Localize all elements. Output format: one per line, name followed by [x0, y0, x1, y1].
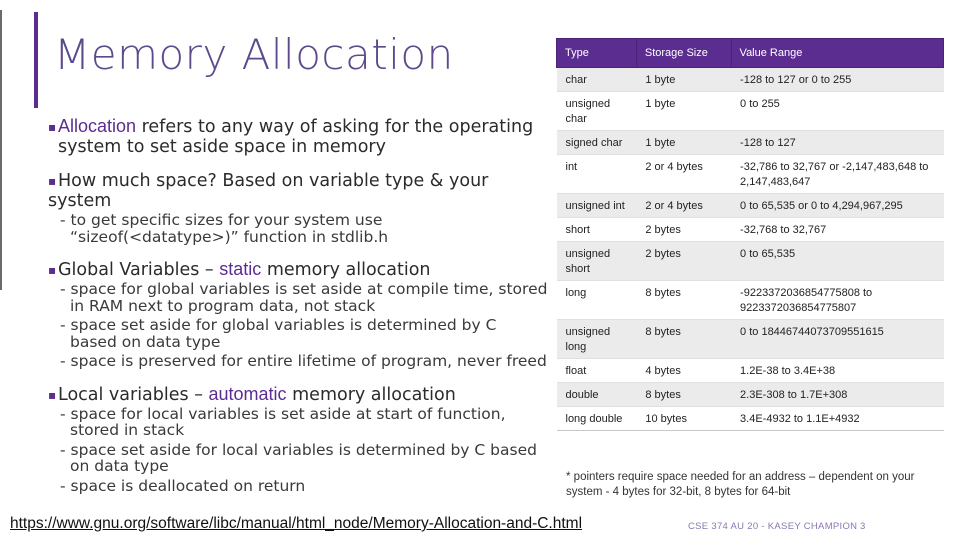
highlight-allocation: Allocation [58, 116, 137, 136]
title-accent-bar [34, 12, 38, 108]
cell-type: float [557, 359, 637, 383]
cell-type: unsigned int [557, 194, 637, 218]
course-footer: CSE 374 AU 20 - KASEY CHAMPION [688, 521, 858, 532]
sub-bullet: - space set aside for local variables is determined by C based on data type [60, 440, 537, 475]
table-row [557, 131, 944, 155]
cell-storage-size: 10 bytes [636, 407, 731, 431]
table-row [557, 194, 944, 218]
table-row [557, 242, 944, 281]
cell-storage-size: 8 bytes [636, 383, 731, 407]
sub-bullet: - space for local variables is set aside at start of function, stored in stack [60, 404, 506, 439]
sub-bullet: - space is deallocated on return [60, 476, 306, 495]
cell-value-range: 0 to 255 [731, 92, 943, 131]
table-row [557, 359, 944, 383]
sub-bullet: - space for global variables is set aside at compile time, stored in RAM next to program data, not stack [60, 280, 548, 315]
table-row [557, 92, 944, 131]
cell-storage-size: 8 bytes [636, 320, 731, 359]
gnu-manual-link[interactable]: https://www.gnu.org/software/libc/manual/html_node/Memory-Allocation-and-C.html [10, 515, 583, 532]
bullet-text: Global Variables – [58, 260, 220, 280]
cell-value-range: -32,768 to 32,767 [731, 218, 943, 242]
cell-type: signed char [557, 131, 637, 155]
square-bullet-icon: ▪ [48, 174, 57, 188]
cell-storage-size: 2 or 4 bytes [636, 155, 731, 194]
cell-storage-size: 1 byte [636, 68, 731, 92]
body-content [48, 116, 548, 494]
page-number: 3 [860, 521, 866, 532]
highlight-static: static [219, 259, 262, 279]
bullet-local-variables [48, 384, 548, 405]
cell-storage-size: 1 byte [636, 92, 731, 131]
cell-type: unsigned char [557, 92, 637, 131]
slide-title: Memory Allocation [54, 30, 454, 79]
sub-bullet: - space set aside for global variables is determined by C based on data type [60, 316, 497, 351]
cell-storage-size: 8 bytes [636, 281, 731, 320]
cell-value-range: 0 to 18446744073709551615 [731, 320, 943, 359]
bullet-text: How much space? Based on variable type & your system [48, 171, 489, 211]
cell-value-range: 0 to 65,535 [731, 242, 943, 281]
left-border-line [0, 10, 2, 290]
cell-type: unsigned short [557, 242, 637, 281]
highlight-automatic: automatic [208, 383, 287, 404]
cell-storage-size: 2 bytes [636, 242, 731, 281]
square-bullet-icon: ▪ [48, 263, 57, 277]
cell-value-range: -128 to 127 or 0 to 255 [731, 68, 943, 92]
bullet-text: Local variables – [58, 384, 209, 405]
cell-type: double [557, 383, 637, 407]
table-body [557, 68, 944, 431]
bullet-text: memory allocation [286, 384, 456, 405]
cell-value-range: 3.4E-4932 to 1.1E+4932 [731, 407, 943, 431]
cell-type: char [557, 68, 637, 92]
bullet-text: memory allocation [261, 260, 431, 280]
table-header-row [557, 39, 944, 68]
header-value-range: Value Range [731, 39, 943, 68]
table-row [557, 281, 944, 320]
cell-value-range: -32,786 to 32,767 or -2,147,483,648 to 2,147,483,647 [731, 155, 943, 194]
cell-storage-size: 2 or 4 bytes [636, 194, 731, 218]
cell-type: long [557, 281, 637, 320]
pointer-footnote: * pointers require space needed for an address – dependent on your system - 4 bytes for 32-bit, 8 bytes for 64-bit [566, 471, 915, 498]
memory-size-table [556, 38, 944, 431]
sub-bullet: - space is preserved for entire lifetime of program, never freed [60, 352, 547, 370]
table-row [557, 320, 944, 359]
cell-value-range: -128 to 127 [731, 131, 943, 155]
cell-storage-size: 2 bytes [636, 218, 731, 242]
table-row [557, 383, 944, 407]
header-storage-size: Storage Size [636, 39, 731, 68]
cell-value-range: -9223372036854775808 to 9223372036854775807 [731, 281, 943, 320]
cell-value-range: 0 to 65,535 or 0 to 4,294,967,295 [731, 194, 943, 218]
table-row [557, 155, 944, 194]
table-row [557, 407, 944, 431]
cell-storage-size: 1 byte [636, 131, 731, 155]
table-row [557, 218, 944, 242]
bullet-how-much-space [48, 171, 548, 211]
cell-value-range: 1.2E-38 to 3.4E+38 [731, 359, 943, 383]
sub-bullet: - to get specific sizes for your system use “sizeof(<datatype>)” function in stdlib.h [60, 211, 389, 246]
square-bullet-icon: ▪ [48, 120, 57, 134]
bullet-text: refers to any way of asking for the operating [136, 117, 534, 137]
cell-type: int [557, 155, 637, 194]
header-type: Type [557, 39, 637, 68]
cell-type: unsigned long [557, 320, 637, 359]
cell-type: short [557, 218, 637, 242]
cell-value-range: 2.3E-308 to 1.7E+308 [731, 383, 943, 407]
bullet-global-variables [48, 259, 548, 280]
table-row [557, 68, 944, 92]
cell-type: long double [557, 407, 637, 431]
square-bullet-icon: ▪ [48, 387, 57, 402]
bullet-allocation [48, 116, 548, 137]
cell-storage-size: 4 bytes [636, 359, 731, 383]
bullet-continuation: system to set aside space in memory [58, 137, 386, 157]
